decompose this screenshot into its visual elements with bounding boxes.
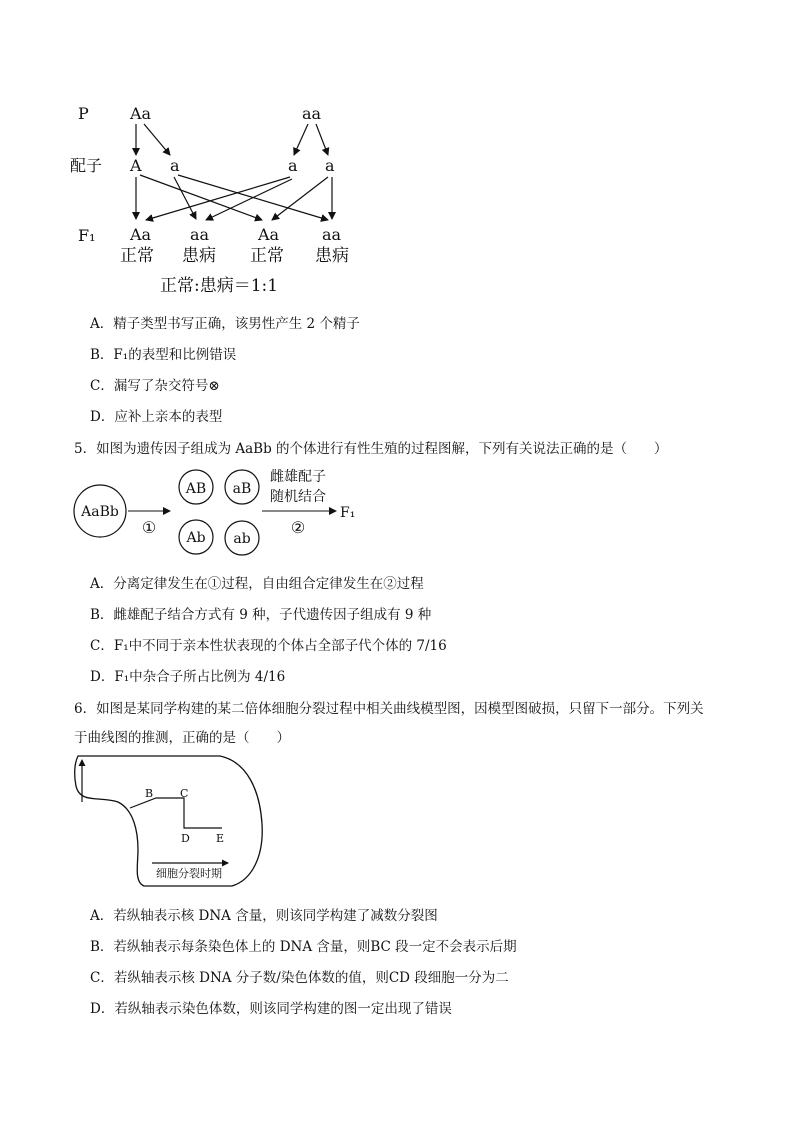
step2-label-line2: 随机结合 bbox=[270, 489, 326, 505]
point-b: B bbox=[145, 787, 154, 800]
gamete-1-label: AB bbox=[185, 481, 207, 497]
parent-left: Aa bbox=[130, 104, 152, 123]
cross-diagram bbox=[60, 95, 380, 305]
q5-option-c: C．F₁中不同于亲本性状表现的个体占全部子代个体的 7/16 bbox=[90, 638, 447, 654]
arrow-a4-to-f1-3 bbox=[272, 177, 328, 220]
q6-option-a: A．若纵轴表示核 DNA 含量，则该同学构建了减数分裂图 bbox=[90, 908, 438, 924]
row-label-gametes: 配子 bbox=[70, 156, 103, 175]
offspring-3-genotype: Aa bbox=[258, 225, 280, 244]
gamete-1: A bbox=[130, 156, 142, 175]
offspring-2-genotype: aa bbox=[190, 225, 210, 244]
point-e: E bbox=[216, 832, 225, 845]
q5-option-d: D．F₁中杂合子所占比例为 4/16 bbox=[90, 669, 286, 685]
q6-stem-line1: 6．如图是某同学构建的某二倍体细胞分裂过程中相关曲线模型图，因模型图破损，只留下一部分。下列关 bbox=[74, 701, 704, 717]
result-f1: F₁ bbox=[340, 505, 356, 521]
q5-diagram bbox=[72, 465, 372, 561]
arrow-a3-to-f1-1 bbox=[146, 177, 290, 220]
point-c: C bbox=[180, 787, 189, 800]
gamete-2-label: aB bbox=[232, 481, 252, 497]
offspring-1-phenotype: 正常 bbox=[120, 246, 154, 266]
step2-label-line1: 雌雄配子 bbox=[270, 469, 326, 485]
offspring-4-phenotype: 患病 bbox=[315, 246, 349, 266]
offspring-4-genotype: aa bbox=[322, 225, 342, 244]
phenotype-ratio: 正常:患病＝1:1 bbox=[160, 276, 279, 296]
arrow-p-right-a1 bbox=[294, 124, 308, 155]
step2-label: ② bbox=[290, 518, 306, 537]
offspring-1-genotype: Aa bbox=[130, 225, 152, 244]
q5-option-b: B．雌雄配子结合方式有 9 种，子代遗传因子组成有 9 种 bbox=[90, 607, 432, 623]
q5-option-a: A．分离定律发生在①过程，自由组合定律发生在②过程 bbox=[90, 576, 424, 592]
q4-option-c: C．漏写了杂交符号⊗ bbox=[90, 378, 220, 394]
arrow-p-right-a2 bbox=[316, 124, 328, 155]
q6-option-d: D．若纵轴表示染色体数，则该同学构建的图一定出现了错误 bbox=[90, 1001, 452, 1017]
q4-option-b: B．F₁的表型和比例错误 bbox=[90, 347, 237, 363]
q4-option-d: D．应补上亲本的表型 bbox=[90, 409, 223, 425]
arrow-a-to-f1-2 bbox=[174, 177, 196, 219]
step1-label: ① bbox=[141, 518, 157, 537]
gamete-4: a bbox=[325, 156, 335, 175]
row-label-f1: F₁ bbox=[78, 226, 96, 245]
offspring-2-phenotype: 患病 bbox=[182, 246, 216, 266]
curve-line bbox=[130, 798, 222, 828]
point-d: D bbox=[181, 832, 190, 845]
arrow-p-left-a bbox=[144, 124, 170, 155]
q6-option-b: B．若纵轴表示每条染色体上的 DNA 含量，则BC 段一定不会表示后期 bbox=[90, 939, 517, 955]
q5-stem: 5．如图为遗传因子组成为 AaBb 的个体进行有性生殖的过程图解，下列有关说法正确的是（ ） bbox=[74, 441, 668, 457]
offspring-3-phenotype: 正常 bbox=[250, 246, 284, 266]
q6-stem-line2: 于曲线图的推测，正确的是（ ） bbox=[74, 730, 290, 746]
q6-option-c: C．若纵轴表示核 DNA 分子数/染色体数的值，则CD 段细胞一分为二 bbox=[90, 970, 509, 986]
gamete-3-label: Ab bbox=[186, 530, 206, 546]
x-axis-label: 细胞分裂时期 bbox=[156, 867, 222, 880]
gamete-4-label: ab bbox=[233, 531, 251, 547]
parent-right: aa bbox=[302, 104, 322, 123]
gamete-2: a bbox=[170, 156, 180, 175]
gamete-3: a bbox=[288, 156, 298, 175]
parent-genotype: AaBb bbox=[81, 504, 119, 520]
q4-option-a: A．精子类型书写正确，该男性产生 2 个精子 bbox=[90, 316, 360, 332]
row-label-p: P bbox=[78, 104, 89, 123]
q6-diagram bbox=[72, 752, 268, 892]
